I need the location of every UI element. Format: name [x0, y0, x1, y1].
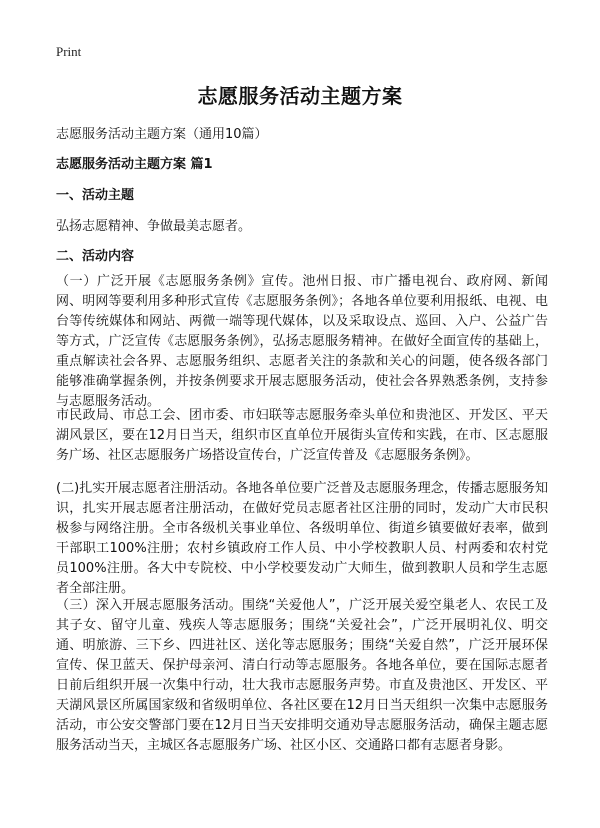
paragraph-2: 市民政局、市总工会、团市委、市妇联等志愿服务牵头单位和贵池区、开发区、平天湖风景区，要在12月日当天，组织市区直单位开展街头宣传和实践，在市、区志愿服务广场、社区志愿服务广场搭设宣传台，广泛宣传普及《志愿服务条例》。 [56, 408, 548, 463]
chapter-heading: 志愿服务活动主题方案 篇1 [56, 157, 213, 172]
paragraph-3: (二)扎实开展志愿者注册活动。各地各单位要广泛普及志愿服务理念，传播志愿服务知识，扎实开展志愿者注册活动，在做好党员志愿者社区注册的同时，发动广大市民积极参与网络注册。全市各级机关事业单位、各级明单位、街道乡镇要做好表率，做到干部职工100%注册；农村乡镇政府工作人员、中小学校教职人员、村两委和农村党员100%注册。各大中专院校、中小学校要发动广大师生，做到教职人员和学生志愿者全部注册。 [56, 481, 548, 596]
document-title: 志愿服务活动主题方案 [197, 84, 403, 108]
section-heading-content: 二、活动内容 [56, 249, 135, 264]
section-theme-text: 弘扬志愿精神、争做最美志愿者。 [56, 219, 252, 234]
paragraph-1: （一）广泛开展《志愿服务条例》宣传。池州日报、市广播电视台、政府网、新闻网、明网等要利用多种形式宣传《志愿服务条例》；各地各单位要利用报纸、电视、电台等传统媒体和网站、两微一端等现代媒体，以及采取设点、巡回、入户、公益广告等方式，广泛宣传《志愿服务条例》，弘扬志愿服务精神。在做好全面宣传的基础上，重点解读社会各界、志愿服务组织、志愿者关注的条款和关心的问题，使各级各部门能够准确掌握条例，并按条例要求开展志愿服务活动，使社会各界熟悉条例，支持参与志愿服务活动。 [56, 274, 548, 409]
print-link[interactable]: Print [56, 44, 82, 59]
section-heading-theme: 一、活动主题 [56, 188, 135, 203]
document-subtitle: 志愿服务活动主题方案（通用10篇） [56, 127, 268, 142]
paragraph-4: （三）深入开展志愿服务活动。围绕“关爱他人”，广泛开展关爱空巢老人、农民工及其子女、留守儿童、残疾人等志愿服务；围绕“关爱社会”，广泛开展明礼仪、明交通、明旅游、三下乡、四进社区、送化等志愿服务；围绕“关爱自然”，广泛开展环保宣传、保卫蓝天、保护母亲河、清白行动等志愿服务。各地各单位，要在国际志愿者日前后组织开展一次集中行动，壮大我市志愿服务声势。市直及贵池区、开发区、平天湖风景区所属国家级和省级明单位、各社区要在12月日当天组织一次集中志愿服务活动，市公安交警部门要在12月日当天安排明交通劝导志愿服务活动，确保主题志愿服务活动当天，主城区各志愿服务广场、社区小区、交通路口都有志愿者身影。 [56, 598, 548, 753]
